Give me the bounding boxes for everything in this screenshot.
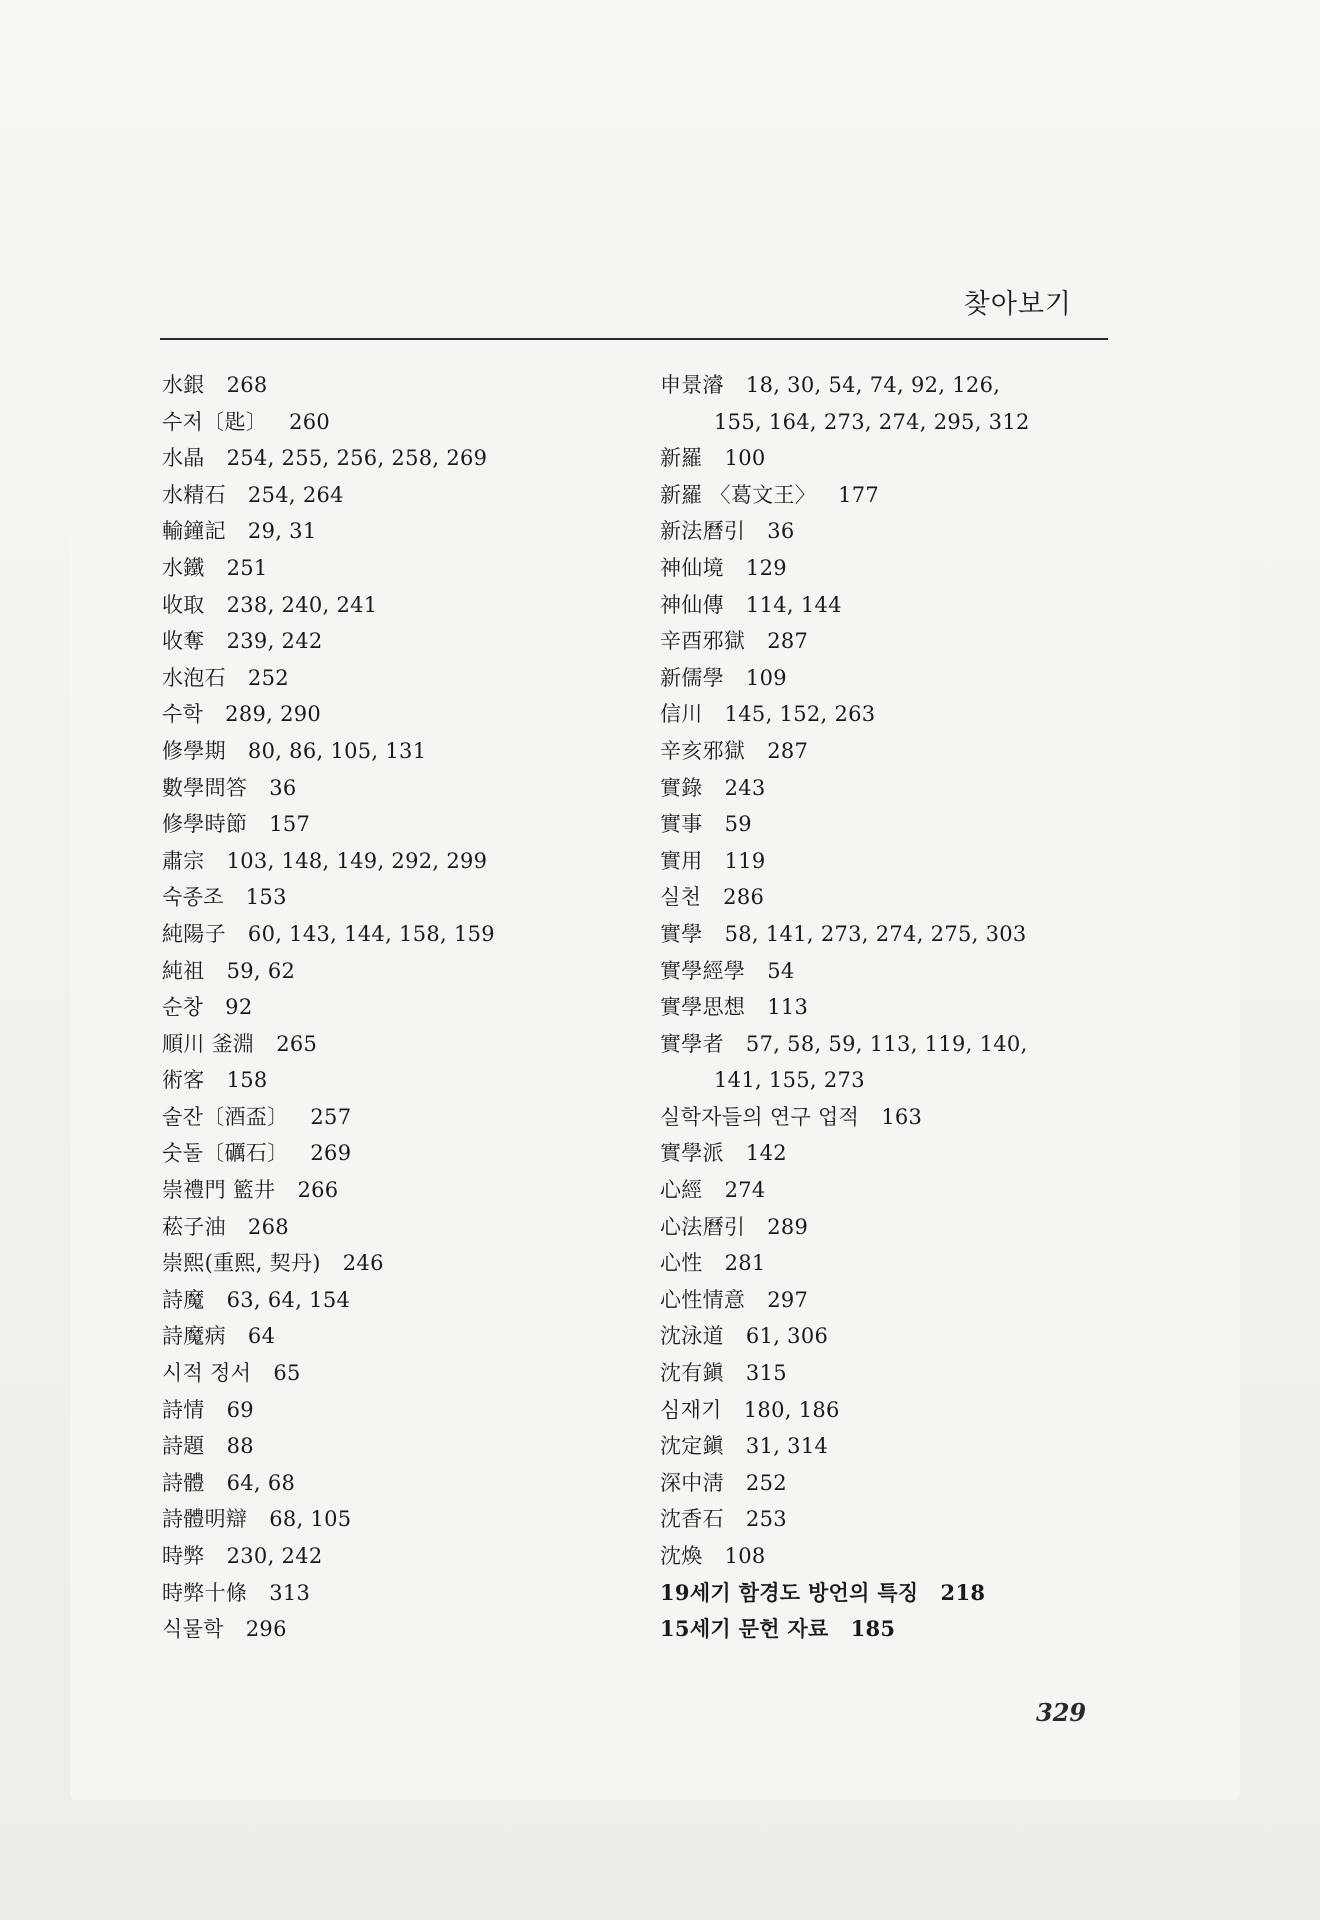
index-term: 信川 — [660, 702, 703, 727]
index-entry — [162, 1392, 632, 1429]
index-entry — [660, 477, 1120, 514]
index-term: 新羅 — [660, 446, 703, 471]
index-pages: 218 — [940, 1579, 986, 1605]
index-term: 崇熙(重熙, 契丹) — [162, 1251, 321, 1276]
index-pages: 239, 242 — [226, 629, 323, 654]
index-pages: 158 — [226, 1068, 268, 1093]
index-entry — [660, 1172, 1120, 1209]
index-term: 實學 — [660, 921, 703, 946]
index-pages: 92 — [225, 995, 253, 1020]
index-term: 神仙境 — [660, 555, 724, 580]
index-pages: 252 — [745, 1470, 787, 1495]
index-pages: 252 — [247, 665, 289, 690]
index-pages: 88 — [226, 1434, 254, 1459]
index-entry — [162, 1282, 632, 1319]
index-term: 숙종조 — [162, 885, 224, 910]
index-pages: 177 — [838, 482, 880, 507]
index-term: 詩體明辯 — [162, 1507, 248, 1532]
index-entry — [162, 1465, 632, 1502]
index-term: 辛亥邪獄 — [660, 738, 746, 763]
index-pages: 100 — [724, 446, 766, 471]
index-entry — [162, 953, 632, 990]
index-pages: 80, 86, 105, 131 — [247, 738, 427, 763]
index-term: 神仙傳 — [660, 592, 724, 617]
index-pages: 274 — [724, 1178, 766, 1203]
index-term: 實學經學 — [660, 958, 746, 983]
index-entry — [660, 1209, 1120, 1246]
index-entry — [162, 623, 632, 660]
index-term: 菘子油 — [162, 1214, 226, 1239]
index-pages: 142 — [745, 1141, 787, 1166]
index-pages: 109 — [745, 665, 787, 690]
index-term: 순창 — [162, 995, 204, 1020]
index-term: 心法曆引 — [660, 1214, 746, 1239]
index-term: 水泡石 — [162, 665, 226, 690]
index-entry — [162, 806, 632, 843]
index-pages: 58, 141, 273, 274, 275, 303 — [724, 921, 1027, 946]
index-pages: 185 — [850, 1616, 896, 1642]
index-pages: 145, 152, 263 — [724, 702, 876, 727]
index-term: 心經 — [660, 1178, 703, 1203]
index-pages: 254, 255, 256, 258, 269 — [226, 446, 488, 471]
index-entry — [162, 843, 632, 880]
index-entry — [660, 733, 1120, 770]
index-entry — [162, 1172, 632, 1209]
index-pages: 64 — [247, 1324, 276, 1349]
index-pages: 103, 148, 149, 292, 299 — [226, 848, 488, 873]
index-pages: 254, 264 — [247, 482, 344, 507]
index-term: 詩體 — [162, 1470, 205, 1495]
index-term: 收奪 — [162, 629, 205, 654]
index-term: 修學時節 — [162, 812, 248, 837]
index-entry — [660, 367, 1120, 404]
index-pages: 59, 62 — [226, 958, 296, 983]
index-term: 식물학 — [162, 1617, 224, 1642]
index-entry — [660, 1245, 1120, 1282]
index-entry — [162, 916, 632, 953]
index-entry — [162, 1538, 632, 1575]
index-term: 心性 — [660, 1251, 703, 1276]
index-pages: 180, 186 — [743, 1397, 840, 1422]
index-column-right — [660, 367, 1120, 1648]
index-entry — [162, 770, 632, 807]
index-term: 新儒學 — [660, 665, 724, 690]
index-pages: 68, 105 — [269, 1507, 352, 1532]
index-entry — [162, 513, 632, 550]
index-term: 19세기 함경도 방언의 특징 — [660, 1579, 919, 1605]
index-entry — [162, 1318, 632, 1355]
index-pages: 287 — [767, 738, 809, 763]
index-entry — [162, 1575, 632, 1612]
index-term: 실천 — [660, 885, 702, 910]
index-entry — [660, 513, 1120, 550]
index-term: 純祖 — [162, 958, 205, 983]
index-entry-continuation — [660, 404, 1120, 441]
index-term: 시적 정서 — [162, 1361, 252, 1386]
index-term: 詩魔 — [162, 1287, 205, 1312]
index-term: 심재기 — [660, 1397, 722, 1422]
index-pages: 257 — [310, 1104, 352, 1129]
index-term: 水精石 — [162, 482, 226, 507]
index-term: 詩魔病 — [162, 1324, 226, 1349]
index-term: 수학 — [162, 702, 204, 727]
index-column-left — [162, 367, 632, 1648]
index-entry — [162, 1501, 632, 1538]
index-term: 實學者 — [660, 1031, 724, 1056]
index-term: 沈定鎭 — [660, 1434, 724, 1459]
index-pages: 286 — [723, 885, 765, 910]
index-pages: 64, 68 — [226, 1470, 296, 1495]
index-pages: 296 — [245, 1617, 287, 1642]
index-term: 實學派 — [660, 1141, 724, 1166]
index-entry — [162, 660, 632, 697]
index-pages: 155, 164, 273, 274, 295, 312 — [714, 409, 1030, 434]
index-entry — [660, 623, 1120, 660]
index-term: 實事 — [660, 812, 703, 837]
index-pages: 54 — [767, 958, 795, 983]
index-pages: 265 — [276, 1031, 318, 1056]
index-term: 順川 釜淵 — [162, 1031, 255, 1056]
index-entry — [162, 989, 632, 1026]
index-entry-continuation — [660, 1062, 1120, 1099]
index-entry — [162, 1245, 632, 1282]
index-pages: 281 — [724, 1251, 766, 1276]
index-entry — [162, 1611, 632, 1648]
index-entry — [660, 879, 1120, 916]
index-entry — [162, 696, 632, 733]
index-entry — [660, 1026, 1120, 1063]
index-pages: 141, 155, 273 — [714, 1068, 865, 1093]
index-entry — [660, 1428, 1120, 1465]
index-entry — [162, 550, 632, 587]
index-entry — [660, 660, 1120, 697]
index-pages: 108 — [724, 1544, 766, 1568]
index-entry — [660, 1135, 1120, 1172]
index-term: 收取 — [162, 592, 205, 617]
index-entry — [660, 1575, 1120, 1612]
index-term: 술잔〔酒盃〕 — [162, 1104, 289, 1129]
index-term: 實學思想 — [660, 995, 746, 1020]
index-pages: 230, 242 — [226, 1544, 323, 1568]
index-entry — [660, 587, 1120, 624]
index-term: 輸鐘記 — [162, 519, 226, 544]
index-entry — [660, 989, 1120, 1026]
index-entry — [162, 440, 632, 477]
index-term: 心性情意 — [660, 1287, 746, 1312]
index-term: 深中淸 — [660, 1470, 724, 1495]
index-term: 修學期 — [162, 738, 226, 763]
index-term: 沈有鎭 — [660, 1361, 724, 1386]
index-pages: 251 — [226, 555, 268, 580]
index-pages: 287 — [767, 629, 809, 654]
index-pages: 246 — [342, 1251, 384, 1276]
index-pages: 31, 314 — [745, 1434, 829, 1459]
index-entry — [660, 1465, 1120, 1502]
index-term: 沈香石 — [660, 1507, 724, 1532]
index-term: 術客 — [162, 1068, 205, 1093]
index-pages: 114, 144 — [745, 592, 842, 617]
index-entry — [660, 1538, 1120, 1575]
index-entry — [162, 587, 632, 624]
index-entry — [162, 879, 632, 916]
index-pages: 260 — [289, 409, 331, 434]
index-pages: 163 — [881, 1104, 923, 1129]
index-term: 數學問答 — [162, 775, 248, 800]
index-entry — [660, 1282, 1120, 1319]
index-entry — [660, 1392, 1120, 1429]
index-pages: 268 — [226, 373, 268, 397]
index-pages: 57, 58, 59, 113, 119, 140, — [745, 1031, 1028, 1056]
index-term: 新法曆引 — [660, 519, 746, 544]
index-entry — [660, 953, 1120, 990]
index-entry — [660, 1318, 1120, 1355]
index-pages: 313 — [269, 1580, 311, 1605]
index-term: 水銀 — [162, 373, 205, 397]
index-term: 숫돌〔礪石〕 — [162, 1141, 289, 1166]
index-pages: 315 — [745, 1361, 787, 1386]
index-term: 肅宗 — [162, 848, 205, 873]
index-term: 申景濬 — [660, 373, 724, 397]
index-entry — [660, 440, 1120, 477]
index-pages: 36 — [767, 519, 795, 544]
index-pages: 253 — [745, 1507, 787, 1532]
index-entry — [660, 1355, 1120, 1392]
index-term: 실학자들의 연구 업적 — [660, 1104, 860, 1129]
index-term: 수저〔匙〕 — [162, 409, 268, 434]
index-term: 沈泳道 — [660, 1324, 724, 1349]
index-term: 沈煥 — [660, 1544, 703, 1568]
index-pages: 266 — [297, 1178, 339, 1203]
index-pages: 18, 30, 54, 74, 92, 126, — [745, 373, 1001, 397]
index-term: 詩情 — [162, 1397, 205, 1422]
index-pages: 36 — [269, 775, 297, 800]
index-pages: 153 — [245, 885, 287, 910]
index-term: 時弊 — [162, 1544, 205, 1568]
index-entry — [162, 1428, 632, 1465]
index-entry — [162, 1026, 632, 1063]
index-entry — [162, 367, 632, 404]
index-entry — [660, 916, 1120, 953]
index-pages: 60, 143, 144, 158, 159 — [247, 921, 495, 946]
index-pages: 129 — [745, 555, 787, 580]
index-pages: 113 — [767, 995, 809, 1020]
index-entry — [162, 1209, 632, 1246]
index-term: 15세기 문헌 자료 — [660, 1616, 829, 1642]
index-pages: 269 — [310, 1141, 352, 1166]
index-entry — [162, 404, 632, 441]
index-term: 詩題 — [162, 1434, 205, 1459]
index-term: 實用 — [660, 848, 703, 873]
page-header-title: 찾아보기 — [963, 289, 1072, 320]
index-pages: 119 — [724, 848, 766, 873]
index-entry — [660, 806, 1120, 843]
index-term: 辛酉邪獄 — [660, 629, 746, 654]
index-entry — [162, 1062, 632, 1099]
index-term: 時弊十條 — [162, 1580, 248, 1605]
page-number: 329 — [1036, 1698, 1087, 1727]
index-entry — [162, 733, 632, 770]
index-entry — [660, 1501, 1120, 1538]
index-pages: 289, 290 — [225, 702, 322, 727]
index-entry — [162, 1135, 632, 1172]
index-pages: 63, 64, 154 — [226, 1287, 351, 1312]
index-term: 崇禮門 籃井 — [162, 1178, 276, 1203]
index-term: 水晶 — [162, 446, 205, 471]
index-pages: 157 — [269, 812, 311, 837]
index-term: 水鐵 — [162, 555, 205, 580]
index-entry — [660, 550, 1120, 587]
index-term: 實錄 — [660, 775, 703, 800]
index-entry — [660, 696, 1120, 733]
index-pages: 29, 31 — [247, 519, 317, 544]
header-rule — [160, 338, 1108, 340]
index-term: 新羅 〈葛文王〉 — [660, 482, 817, 507]
index-entry — [162, 1099, 632, 1136]
index-pages: 297 — [767, 1287, 809, 1312]
index-pages: 238, 240, 241 — [226, 592, 378, 617]
index-entry — [660, 1099, 1120, 1136]
index-entry — [162, 477, 632, 514]
index-pages: 243 — [724, 775, 766, 800]
index-entry — [660, 770, 1120, 807]
index-term: 純陽子 — [162, 921, 226, 946]
index-pages: 61, 306 — [745, 1324, 829, 1349]
index-pages: 69 — [226, 1397, 254, 1422]
index-pages: 268 — [247, 1214, 289, 1239]
index-pages: 289 — [767, 1214, 809, 1239]
index-entry — [660, 843, 1120, 880]
index-entry — [162, 1355, 632, 1392]
index-pages: 65 — [273, 1361, 301, 1386]
index-pages: 59 — [724, 812, 752, 837]
index-entry — [660, 1611, 1120, 1648]
